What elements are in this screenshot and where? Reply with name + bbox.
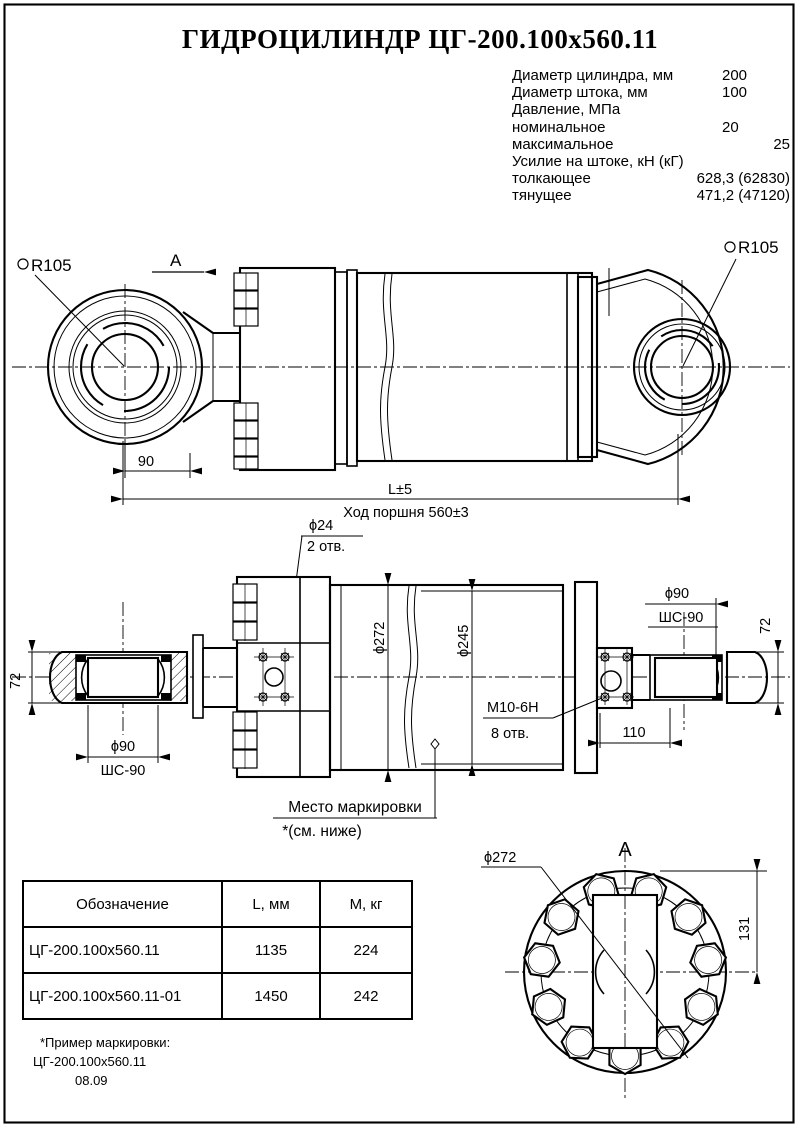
gland-flange-top: [234, 268, 335, 470]
spec-value: 20: [722, 118, 739, 136]
rear-port-block: [597, 648, 634, 708]
spec-label: Давление, МПа: [512, 101, 621, 119]
dia-272-label: ϕ272: [372, 621, 388, 654]
cell-length: 1135: [222, 927, 320, 973]
bearing-eye-right: [632, 652, 767, 703]
sphere-symbol-left: [18, 259, 28, 269]
spec-value: 100: [722, 84, 748, 102]
hole-count-label: 2 отв.: [307, 539, 346, 555]
cylinder-tube-section: [330, 582, 597, 773]
dim-72-right-label: 72: [758, 617, 774, 634]
section-view: [8, 577, 790, 840]
thread-label: М10-6Н: [487, 700, 539, 716]
cell-mass: 224: [320, 927, 412, 973]
spec-value: 471,2 (47120): [696, 187, 790, 205]
table-row: [23, 973, 412, 1019]
gland-flange-section: [233, 577, 330, 777]
marking-example-title: *Пример маркировки:: [40, 1035, 171, 1050]
marking-place-label: Место маркировки: [288, 799, 422, 816]
view-arrow-label: А: [170, 251, 182, 270]
table-header-mass: М, кг: [320, 881, 412, 927]
dia-245-label: ϕ245: [456, 624, 472, 657]
spec-label: номинальное: [512, 118, 606, 136]
spec-label: Диаметр цилиндра, мм: [512, 67, 674, 84]
view-a-dia-272-label: ϕ272: [484, 850, 517, 866]
cell-mass: 242: [320, 973, 412, 1019]
table-header-length: L, мм: [222, 881, 320, 927]
bearing-eye-left: [49, 652, 187, 703]
spec-label: толкающее: [512, 170, 591, 188]
size-table: [22, 880, 413, 1020]
dim-stroke-label: Ход поршня 560±3: [343, 505, 469, 521]
dim-90-label: 90: [137, 454, 155, 470]
spec-value: 200: [722, 67, 748, 84]
table-header-designation: Обозначение: [23, 881, 222, 927]
sphere-radius-left-label: R105: [31, 256, 72, 275]
sphere-symbol-right: [725, 242, 735, 252]
cylinder-tube-top: [357, 268, 609, 461]
spec-label: Усилие на штоке, кН (кГ): [512, 152, 684, 170]
dim-110-label: 110: [622, 725, 646, 741]
view-a-label: А: [618, 839, 632, 861]
dim-length-label: L±5: [387, 482, 413, 498]
marking-note-label: *(см. ниже): [282, 823, 362, 840]
dia-90-left-label: ϕ90: [110, 739, 136, 755]
dim-72-left-label: 72: [8, 672, 24, 689]
bearing-left-label: ШС-90: [100, 763, 146, 779]
spec-label: Диаметр штока, мм: [512, 84, 648, 102]
spec-value: 25: [773, 135, 790, 153]
table-row: [23, 927, 412, 973]
thread-count-label: 8 отв.: [491, 726, 530, 742]
drawing-title: ГИДРОЦИЛИНДР ЦГ-200.100х560.11: [181, 24, 659, 54]
cell-designation: ЦГ-200.100х560.11: [23, 927, 222, 973]
hole-dia-label: ϕ24: [309, 518, 334, 534]
cell-length: 1450: [222, 973, 320, 1019]
spec-label: максимальное: [512, 135, 614, 153]
cell-designation: ЦГ-200.100х560.11-01: [23, 973, 222, 1019]
dim-131-label: 131: [737, 916, 753, 941]
marking-example-date: 08.09: [75, 1073, 108, 1088]
table-header-row: [23, 881, 412, 927]
view-a: [481, 839, 767, 1098]
sphere-radius-right-label: R105: [738, 238, 779, 257]
spec-label: тянущее: [512, 187, 572, 205]
bearing-right-label: ШС-90: [658, 610, 704, 626]
marking-example-code: ЦГ-200.100х560.11: [33, 1054, 147, 1069]
marking-example: [33, 1033, 171, 1090]
dia-90-right-label: ϕ90: [664, 586, 690, 602]
spec-value: 628,3 (62830): [696, 170, 790, 188]
